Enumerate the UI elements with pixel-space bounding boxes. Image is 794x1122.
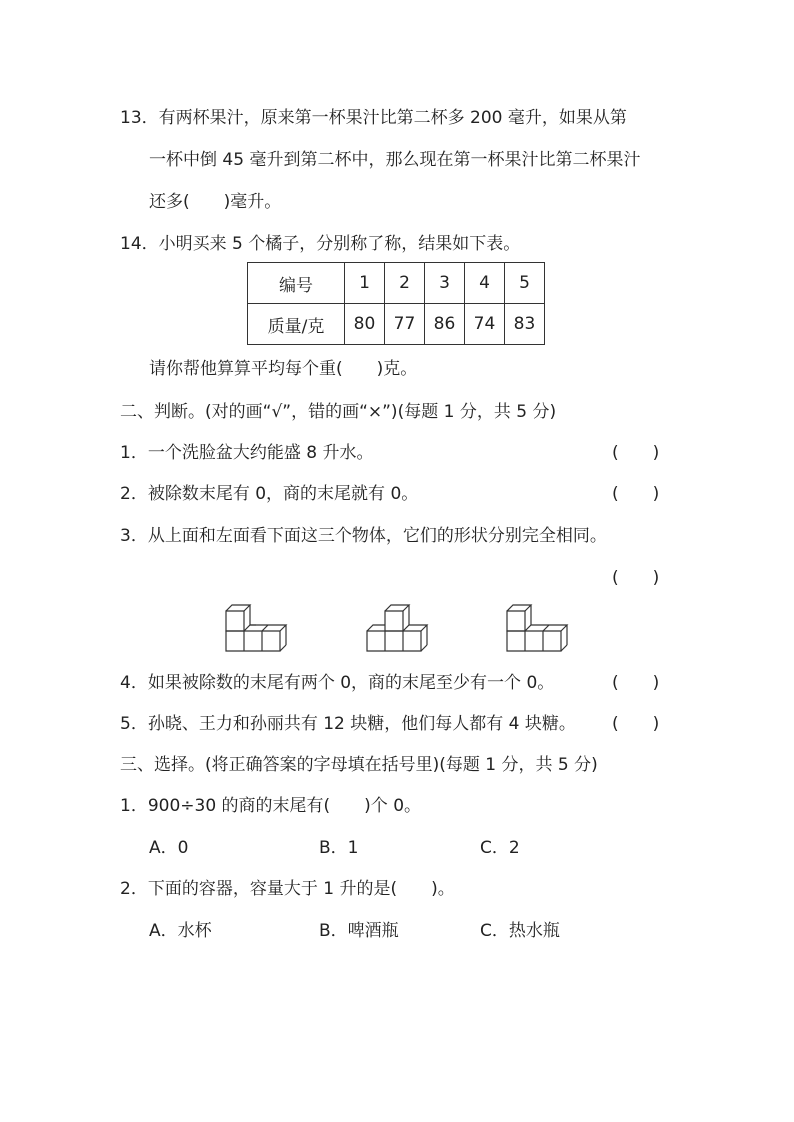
table-cell: 86 [425,304,465,345]
cube-figure-2 [363,603,435,651]
table-header-id: 编号 [248,263,345,304]
table-cell: 3 [425,263,465,304]
section3-title: 三、选择。(将正确答案的字母填在括号里)(每题 1 分，共 5 分) [120,755,598,775]
choice-q1-option-a[interactable]: A．0 [149,838,189,858]
cube-figure-3 [503,603,575,651]
judge-blank-4[interactable]: ( ) [612,673,660,693]
cube-figure-1 [222,603,294,651]
q13-line1: 13．有两杯果汁，原来第一杯果汁比第二杯多 200 毫升，如果从第 [120,108,627,128]
judge-blank-2[interactable]: ( ) [612,484,660,504]
judge-blank-1[interactable]: ( ) [612,443,660,463]
choice-q2-text: 2．下面的容器，容量大于 1 升的是( )。 [120,879,455,899]
table-cell: 4 [465,263,505,304]
table-row [248,304,545,345]
table-cell: 74 [465,304,505,345]
choice-q1-option-b[interactable]: B．1 [319,838,359,858]
judge-item-2: 2．被除数末尾有 0，商的末尾就有 0。 [120,484,419,504]
judge-item-3: 3．从上面和左面看下面这三个物体，它们的形状分别完全相同。 [120,526,607,546]
choice-q1-option-c[interactable]: C．2 [480,838,520,858]
choice-q2-option-b[interactable]: B．啤酒瓶 [319,921,399,941]
table-row [248,263,545,304]
choice-q2-option-c[interactable]: C．热水瓶 [480,921,560,941]
choice-q1-text: 1．900÷30 的商的末尾有( )个 0。 [120,796,422,816]
table-header-weight: 质量/克 [248,304,345,345]
table-cell: 5 [505,263,545,304]
judge-item-5: 5．孙晓、王力和孙丽共有 12 块糖，他们每人都有 4 块糖。 [120,714,576,734]
table-cell: 83 [505,304,545,345]
table-cell: 2 [385,263,425,304]
table-cell: 80 [345,304,385,345]
q13-line2: 一杯中倒 45 毫升到第二杯中，那么现在第一杯果汁比第二杯果汁 [149,150,641,170]
orange-weight-table [247,262,545,345]
judge-item-1: 1．一个洗脸盆大约能盛 8 升水。 [120,443,374,463]
table-cell: 77 [385,304,425,345]
choice-q2-option-a[interactable]: A．水杯 [149,921,212,941]
q14-ask: 请你帮他算算平均每个重( )克。 [149,359,418,379]
judge-item-4: 4．如果被除数的末尾有两个 0，商的末尾至少有一个 0。 [120,673,555,693]
section2-title: 二、判断。(对的画“√”，错的画“×”)(每题 1 分，共 5 分) [120,402,557,422]
q14-text: 14．小明买来 5 个橘子，分别称了称，结果如下表。 [120,234,521,254]
q13-line3: 还多( )毫升。 [149,192,282,212]
judge-blank-3[interactable]: ( ) [612,568,660,588]
table-cell: 1 [345,263,385,304]
judge-blank-5[interactable]: ( ) [612,714,660,734]
